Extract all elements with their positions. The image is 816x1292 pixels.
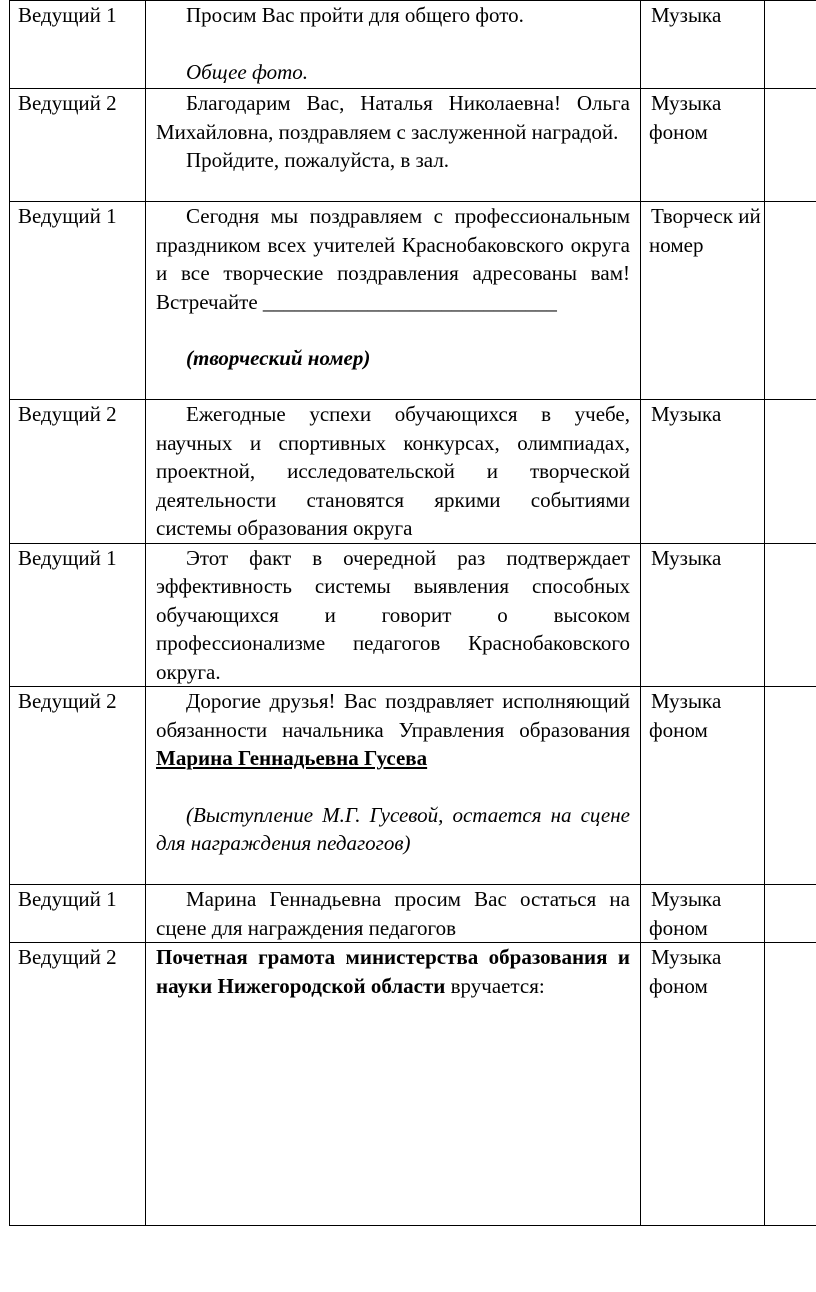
paragraph: Ежегодные успехи обучающихся в учебе, научных и спортивных конкурсах, олимпиадах, проектной, исследовательской и творческой деятельности становятся яркими событиями системы образования округа [156, 402, 630, 540]
table-row [10, 543, 816, 687]
text-cell [146, 1, 641, 89]
music-cell: Музыка фоном [641, 89, 765, 202]
award-title: Почетная грамота министерства образования и науки Нижегородской области [156, 945, 630, 998]
text-cell [146, 885, 641, 943]
paragraph-text: Дорогие друзья! Вас поздравляет исполняющий обязанности начальника Управления образования [156, 689, 630, 742]
paragraph [156, 687, 630, 773]
speaker-cell: Ведущий 2 [10, 687, 146, 885]
empty-cell [765, 89, 816, 202]
script-table [9, 0, 816, 1226]
table-row [10, 89, 816, 202]
paragraph: Просим Вас пройти для общего фото. [186, 3, 524, 27]
table-row [10, 885, 816, 943]
text-cell [146, 400, 641, 544]
speaker-cell: Ведущий 2 [10, 400, 146, 544]
text-cell [146, 943, 641, 1226]
stage-direction: (Выступление М.Г. Гусевой, остается на сцене для награждения педагогов) [156, 802, 630, 855]
paragraph: Марина Геннадьевна просим Вас остаться на сцене для награждения педагогов [156, 887, 630, 940]
music-cell: Музыка фоном [641, 885, 765, 943]
empty-cell [765, 885, 816, 943]
text-cell [146, 202, 641, 400]
music-cell: Творческ ий номер [641, 202, 765, 400]
paragraph: Благодарим Вас, Наталья Николаевна! Ольга Михайловна, поздравляем с заслуженной наградой. [156, 91, 630, 144]
paragraph: Пройдите, пожалуйста, в зал. [186, 148, 450, 172]
speaker-cell: Ведущий 1 [10, 202, 146, 400]
empty-cell [765, 400, 816, 544]
speaker-cell: Ведущий 1 [10, 543, 146, 687]
music-cell: Музыка фоном [641, 687, 765, 885]
empty-cell [765, 543, 816, 687]
speaker-cell: Ведущий 1 [10, 1, 146, 89]
music-cell: Музыка [641, 400, 765, 544]
music-cell: Музыка [641, 1, 765, 89]
stage-direction: Общее фото. [186, 59, 309, 84]
paragraph [156, 943, 630, 1000]
table-row [10, 943, 816, 1226]
speaker-cell: Ведущий 2 [10, 943, 146, 1226]
speaker-cell: Ведущий 2 [10, 89, 146, 202]
text-cell [146, 543, 641, 687]
honoree-name: Марина Геннадьевна Гусева [156, 746, 428, 770]
table-row [10, 1, 816, 89]
stage-direction: (творческий номер) [186, 346, 371, 370]
speaker-cell: Ведущий 1 [10, 885, 146, 943]
empty-cell [765, 202, 816, 400]
empty-cell [765, 1, 816, 89]
empty-cell [765, 687, 816, 885]
paragraph: Этот факт в очередной раз подтверждает эффективность системы выявления способных обучающихся и говорит о высоком профессионализме педагогов Краснобаковского округа. [156, 545, 630, 684]
paragraph-text: вручается: [445, 973, 545, 998]
table-row [10, 202, 816, 400]
music-cell: Музыка [641, 543, 765, 687]
text-cell [146, 687, 641, 885]
text-cell [146, 89, 641, 202]
music-cell: Музыка фоном [641, 943, 765, 1226]
table-row [10, 400, 816, 544]
empty-cell [765, 943, 816, 1226]
table-row [10, 687, 816, 885]
paragraph: Сегодня мы поздравляем с профессиональным праздником всех учителей Краснобаковского округа и все творческие поздравления адресованы вам! Встречайте ____________________________ [156, 204, 630, 314]
